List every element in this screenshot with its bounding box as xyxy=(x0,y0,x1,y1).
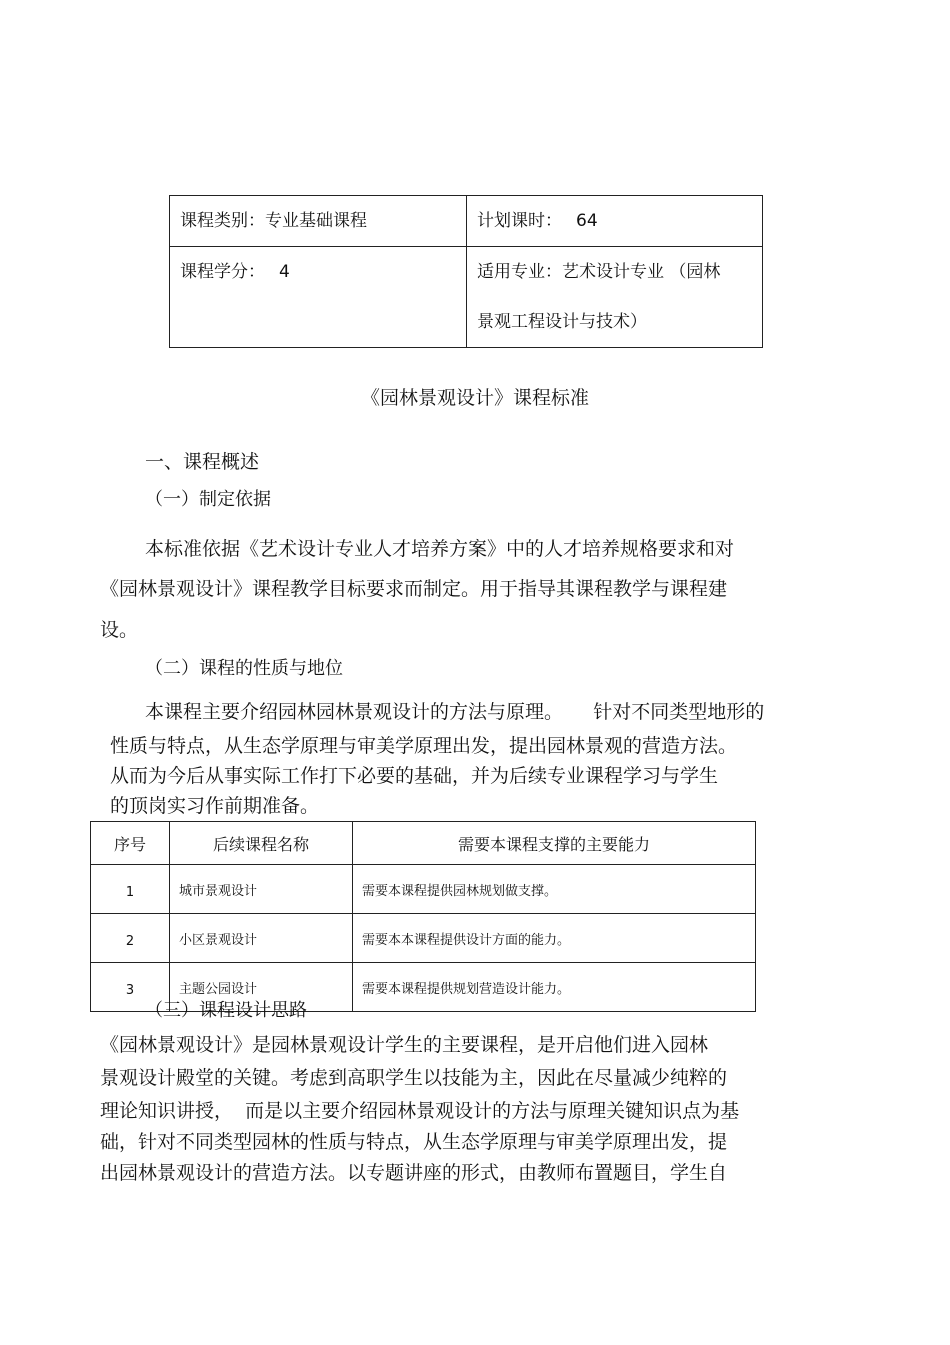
planned-hours-cell xyxy=(467,196,763,247)
document-title: 《园林景观设计》课程标准 xyxy=(360,387,589,409)
section-heading: 一、课程概述 xyxy=(145,451,260,473)
row-seq: 1 xyxy=(91,865,170,914)
major-value-line1: 艺术设计专业 （园林 xyxy=(562,262,721,282)
credits-value: 4 xyxy=(279,262,290,282)
paragraph-line: 础，针对不同类型园林的性质与特点，从生态学原理与审美学原理出发，提 xyxy=(100,1131,728,1153)
row-seq: 2 xyxy=(91,914,170,963)
row-course-name: 城市景观设计 xyxy=(170,865,353,914)
follow-up-course-table xyxy=(90,821,756,1012)
row-ability: 需要本课程提供规划营造设计能力。 xyxy=(353,963,756,1012)
subsection-heading: （一）制定依据 xyxy=(145,489,271,510)
row-ability: 需要本本课程提供设计方面的能力。 xyxy=(353,914,756,963)
header-seq: 序号 xyxy=(91,822,170,865)
course-type-label: 课程类别： xyxy=(180,211,265,231)
row-ability: 需要本课程提供园林规划做支撑。 xyxy=(353,865,756,914)
paragraph-line: 本标准依据《艺术设计专业人才培养方案》中的人才培养规格要求和对 xyxy=(145,538,735,560)
subsection-heading: （三）课程设计思路 xyxy=(145,1000,307,1021)
planned-hours-value: 64 xyxy=(576,211,598,231)
major-cell xyxy=(467,247,763,348)
paragraph-line: 本课程主要介绍园林园林景观设计的方法与原理。 针对不同类型地形的 xyxy=(145,701,765,723)
paragraph-line: 出园林景观设计的营造方法。以专题讲座的形式，由教师布置题目，学生自 xyxy=(100,1162,728,1184)
paragraph-line: 性质与特点，从生态学原理与审美学原理出发，提出园林景观的营造方法。 xyxy=(110,735,738,757)
row-course-name: 小区景观设计 xyxy=(170,914,353,963)
table-row xyxy=(91,914,756,963)
row-course-name: 主题公园设计 xyxy=(170,963,353,1012)
paragraph-line: 从而为今后从事实际工作打下必要的基础，并为后续专业课程学习与学生 xyxy=(110,765,719,787)
major-label: 适用专业： xyxy=(477,262,562,282)
paragraph-line: 设。 xyxy=(100,619,139,641)
credits-label: 课程学分： xyxy=(180,262,265,282)
info-row xyxy=(170,196,763,247)
paragraph-line: 景观设计殿堂的关键。考虑到高职学生以技能为主，因此在尽量减少纯粹的 xyxy=(100,1067,728,1089)
course-type-cell xyxy=(170,196,467,247)
paragraph-line: 的顶岗实习作前期准备。 xyxy=(110,795,320,817)
row-seq: 3 xyxy=(91,963,170,1012)
subsection-heading: （二）课程的性质与地位 xyxy=(145,658,343,679)
header-ability: 需要本课程支撑的主要能力 xyxy=(353,822,756,865)
table-header-row xyxy=(91,822,756,865)
course-type-value: 专业基础课程 xyxy=(265,211,367,231)
course-info-table xyxy=(169,195,763,348)
credits-cell xyxy=(170,247,467,348)
info-row xyxy=(170,247,763,348)
paragraph-line: 《园林景观设计》是园林景观设计学生的主要课程，是开启他们进入园林 xyxy=(100,1034,709,1056)
table-row xyxy=(91,865,756,914)
paragraph-line: 理论知识讲授， 而是以主要介绍园林景观设计的方法与原理关键知识点为基 xyxy=(100,1100,740,1122)
paragraph-line: 《园林景观设计》课程教学目标要求而制定。用于指导其课程教学与课程建 xyxy=(100,578,728,600)
major-value-line2: 景观工程设计与技术） xyxy=(477,312,647,332)
header-course-name: 后续课程名称 xyxy=(170,822,353,865)
planned-hours-label: 计划课时： xyxy=(477,211,562,231)
